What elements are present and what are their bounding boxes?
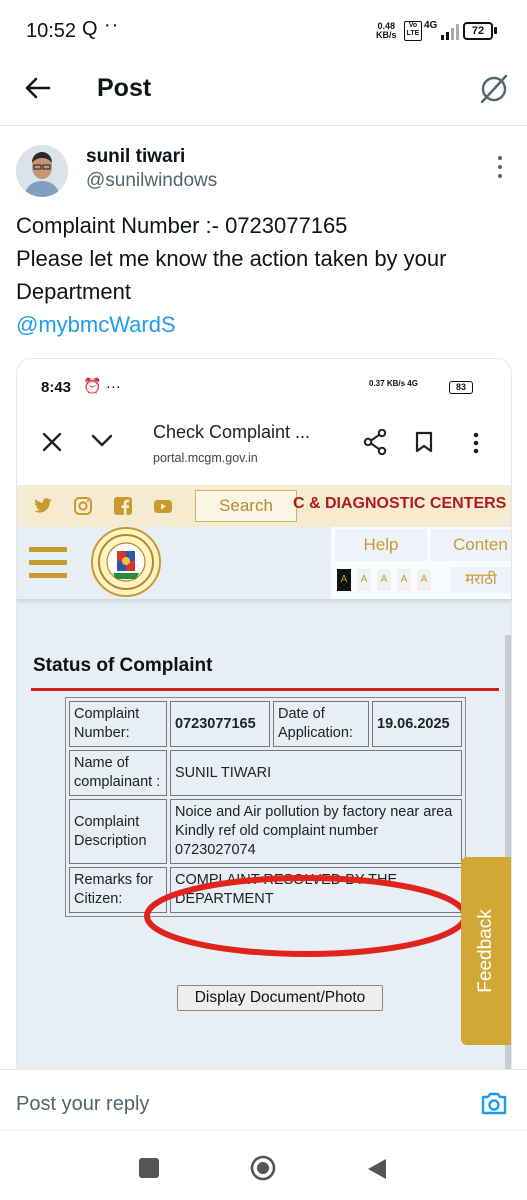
site-nav <box>331 527 511 599</box>
grok-icon[interactable] <box>477 72 511 106</box>
webpage <box>17 485 511 1069</box>
back-arrow-icon[interactable] <box>22 72 54 104</box>
post-image[interactable] <box>16 358 512 1069</box>
status-time: 10:52 <box>26 20 77 42</box>
search-notification-icon: Q <box>82 18 98 40</box>
post-line: Department <box>16 279 131 304</box>
network-speed-unit: KB/s <box>376 30 397 40</box>
complainant-name: SUNIL TIWARI <box>170 750 462 796</box>
avatar-image <box>16 145 68 197</box>
reply-input[interactable]: Post your reply <box>16 1093 150 1115</box>
complaint-description: Noice and Air pollution by factory near area Kindly ref old complaint number 0723027074 <box>170 799 462 864</box>
mention-link[interactable]: @mybmcWardS <box>16 312 176 337</box>
embedded-speed-unit: KB/s <box>386 379 406 388</box>
navbar-divider <box>0 1130 527 1131</box>
twitter-icon <box>33 496 53 516</box>
reply-divider <box>0 1069 527 1070</box>
battery-level: 72 <box>471 25 485 37</box>
font-size-option: A <box>417 569 431 591</box>
network-speed-value: 0.48 <box>377 21 396 31</box>
embedded-network <box>369 379 418 388</box>
bmc-logo <box>91 527 161 597</box>
font-size-option: A <box>397 569 411 591</box>
network-speed <box>376 22 397 40</box>
complaint-number-label: Complaint Number: <box>69 701 167 747</box>
battery-icon <box>463 22 493 40</box>
news-marquee: C & DIAGNOSTIC CENTERS <box>293 495 507 512</box>
browser-more-icon <box>473 432 479 454</box>
date-label: Date of Application: <box>273 701 369 747</box>
site-search-input: Search <box>195 490 297 522</box>
recent-apps-button[interactable] <box>139 1158 159 1178</box>
nav-back-button[interactable] <box>366 1157 388 1181</box>
nav-content: Conten <box>431 529 511 561</box>
signal-icon <box>440 24 462 40</box>
embedded-status-time: 8:43 <box>41 379 72 396</box>
avatar[interactable] <box>16 145 68 197</box>
embedded-speed-value: 0.37 <box>369 379 385 388</box>
post-line: Complaint Number :- 0723077165 <box>16 213 348 238</box>
highlight-oval <box>143 873 469 959</box>
nav-shadow <box>17 599 511 605</box>
application-date: 19.06.2025 <box>372 701 462 747</box>
embedded-network-type: 4G <box>407 379 418 388</box>
post-text <box>16 209 521 341</box>
embedded-battery-icon <box>449 381 473 394</box>
section-title: Status of Complaint <box>33 655 213 676</box>
browser-url: portal.mcgm.gov.in <box>153 451 258 465</box>
header-divider <box>0 125 527 126</box>
embedded-battery-level: 83 <box>455 382 466 392</box>
chevron-down-icon <box>91 433 113 449</box>
page-title: Post <box>97 74 152 102</box>
font-size-option: A <box>357 569 371 591</box>
battery-tip <box>494 27 497 34</box>
complaint-number: 0723077165 <box>170 701 270 747</box>
social-topbar <box>17 485 511 527</box>
table-row <box>69 750 462 796</box>
remarks-value: COMPLAINT RESOLVED BY THE DEPARTMENT <box>170 867 462 913</box>
share-icon <box>363 429 387 455</box>
alarm-icon: ⏰ ··· <box>83 378 121 395</box>
font-size-option: A <box>377 569 391 591</box>
menu-icon <box>29 547 67 581</box>
close-icon <box>41 431 63 453</box>
browser-title: Check Complaint ... <box>153 422 311 442</box>
table-row <box>69 799 462 864</box>
feedback-label: Feedback <box>475 909 496 993</box>
network-type: 4G <box>424 20 438 31</box>
facebook-icon <box>113 496 133 516</box>
youtube-icon <box>153 496 173 516</box>
nav-help: Help <box>335 529 427 561</box>
bookmark-icon <box>415 431 433 453</box>
remarks-label: Remarks for Citizen: <box>69 867 167 913</box>
volte-icon: Vo LTE <box>404 21 422 41</box>
font-size-option: A <box>337 569 351 591</box>
name-label: Name of complainant : <box>69 750 167 796</box>
camera-icon[interactable] <box>480 1090 508 1116</box>
description-label: Complaint Description <box>69 799 167 864</box>
status-bar <box>0 0 527 62</box>
display-document-button: Display Document/Photo <box>177 985 383 1011</box>
table-row <box>69 701 462 747</box>
instagram-icon <box>73 496 93 516</box>
language-toggle: मराठी <box>451 567 511 593</box>
author-name[interactable]: sunil tiwari <box>86 146 186 167</box>
post-line: Please let me know the action taken by your <box>16 246 447 271</box>
title-underline <box>31 688 499 691</box>
more-options-icon[interactable] <box>494 154 506 180</box>
more-notifications-icon: ·· <box>104 14 120 36</box>
feedback-tab <box>461 857 511 1045</box>
home-button[interactable] <box>250 1155 276 1181</box>
author-handle[interactable]: @sunilwindows <box>86 170 218 191</box>
